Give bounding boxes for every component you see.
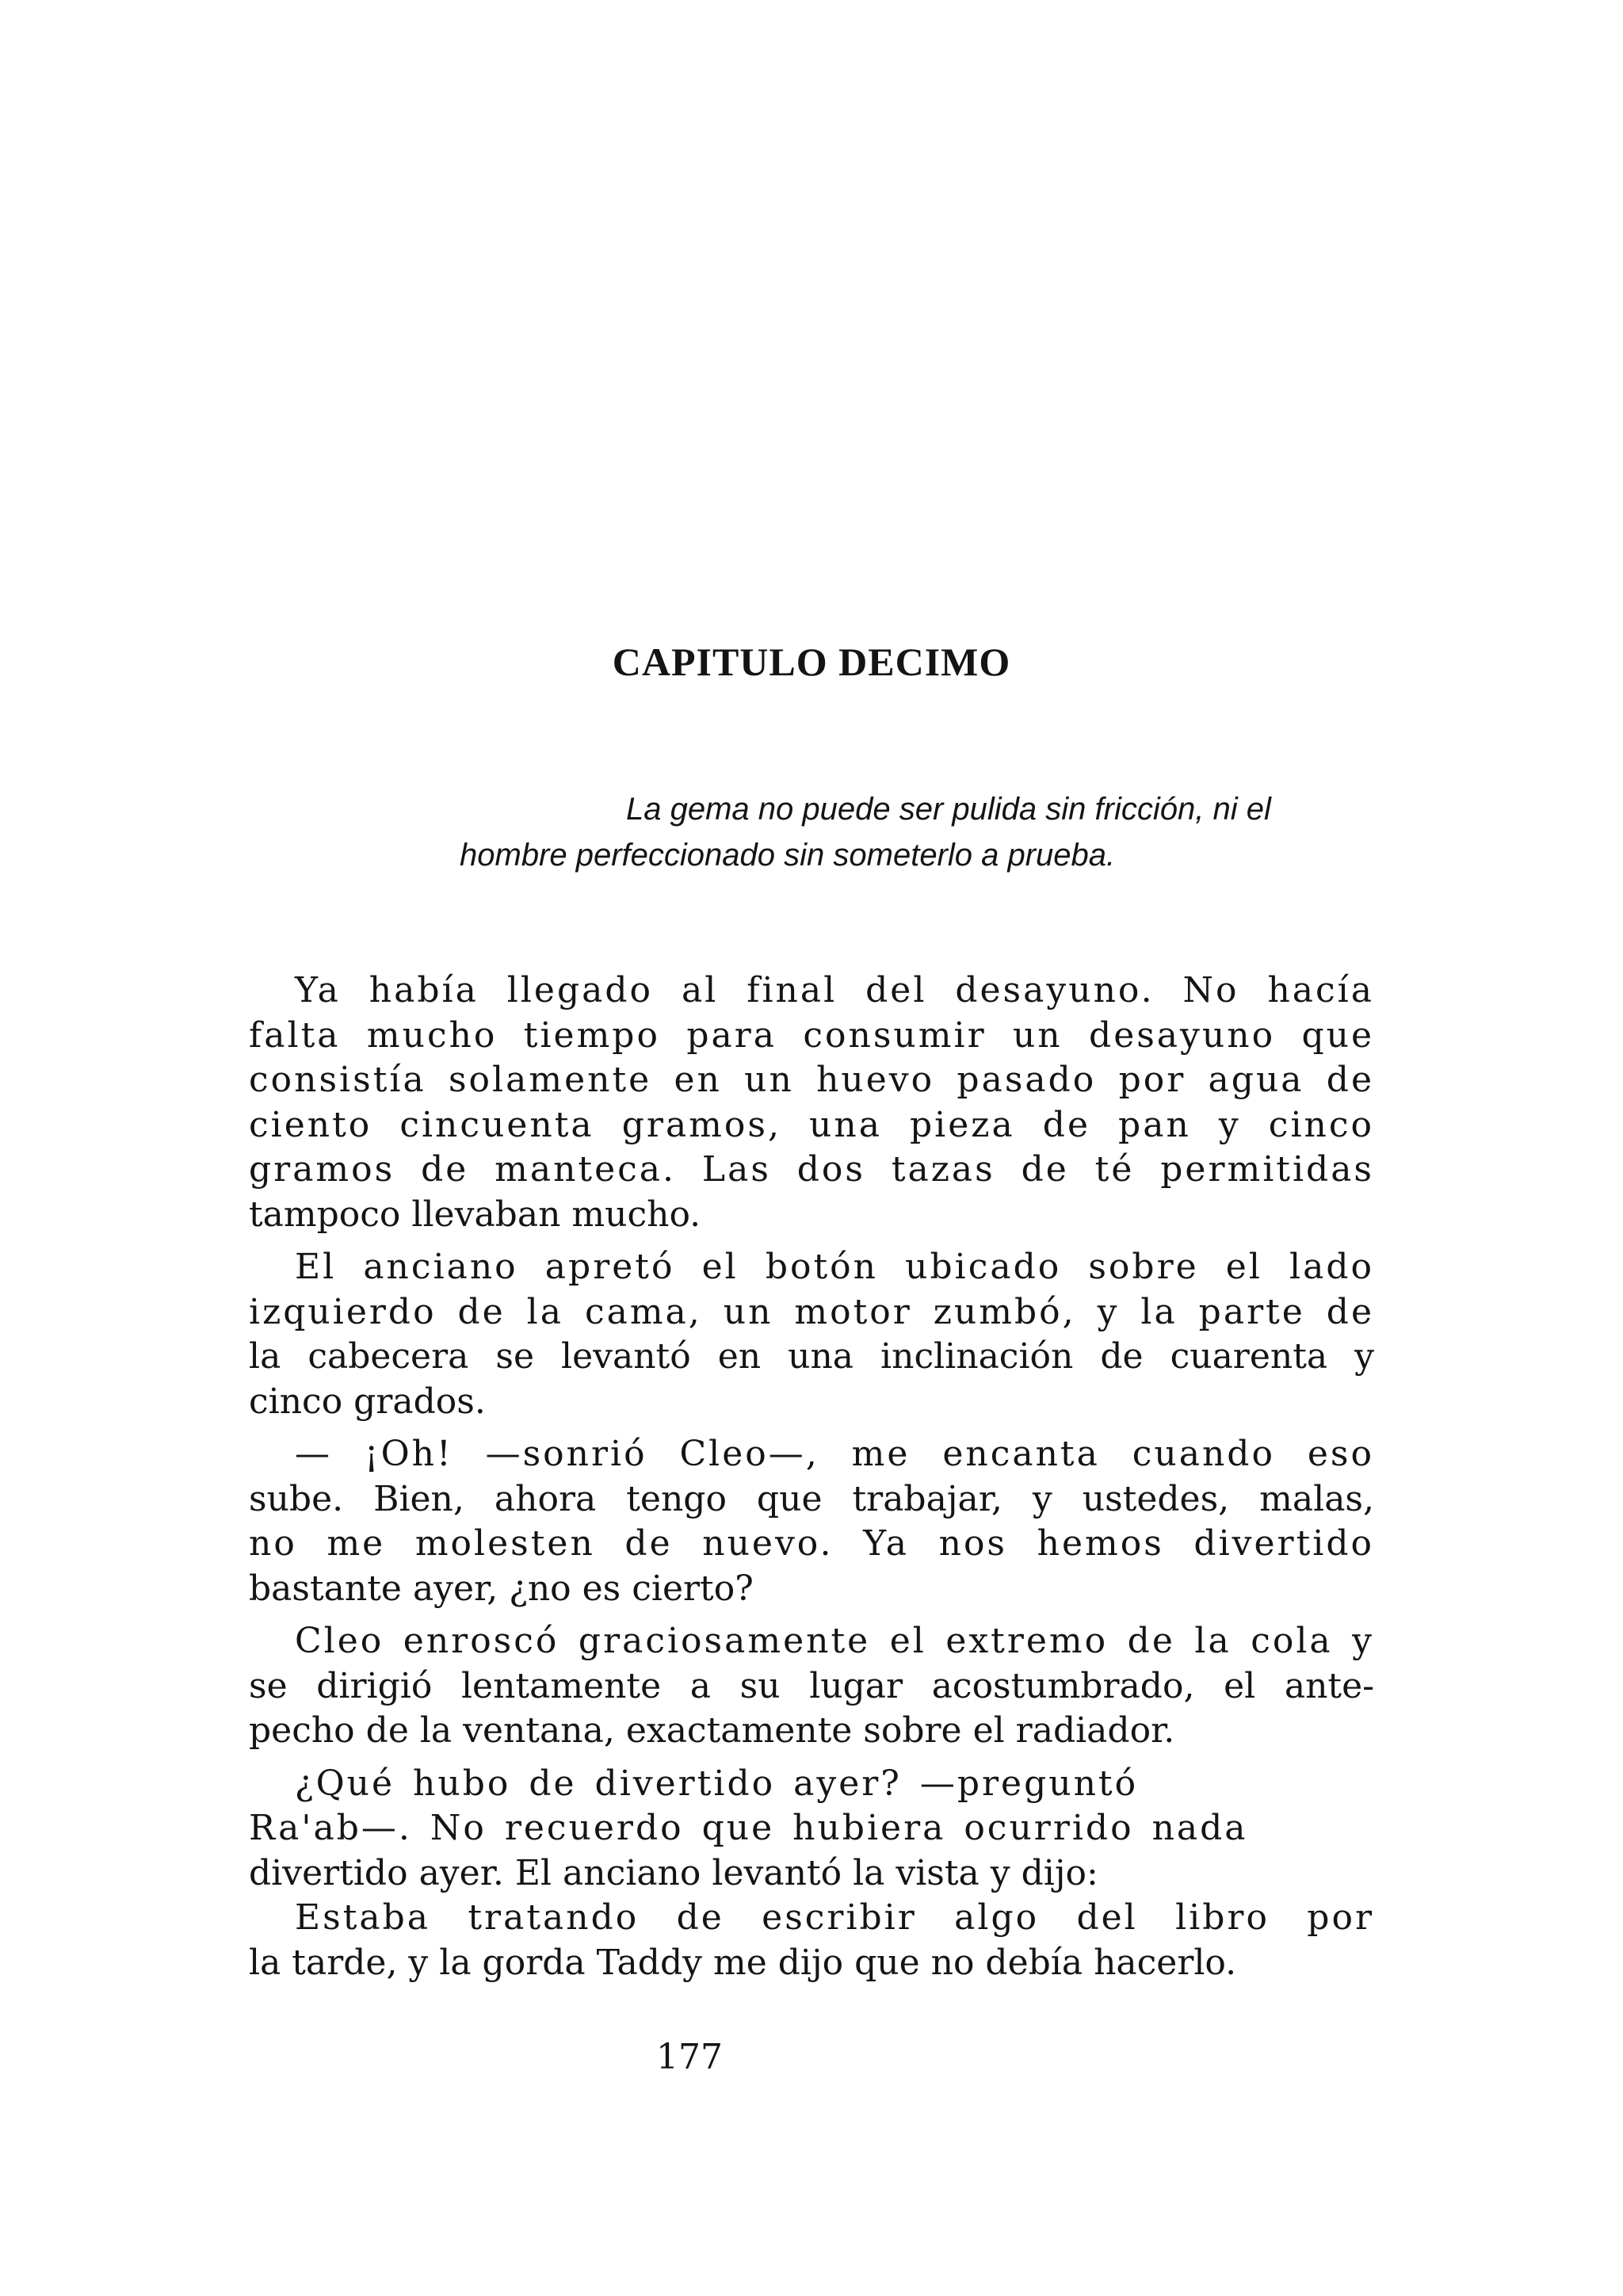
text-line: la tarde, y la gorda Taddy me dijo que no debía hacerlo. [249,1942,1237,1983]
text-line: Ya había llegado al final del desayuno. No hacía [295,970,1374,1010]
epigraph [460,786,1363,878]
text-line: gramos de manteca. Las dos tazas de té permitidas [249,1149,1374,1190]
text-line: El anciano apretó el botón ubicado sobre el lado [295,1247,1374,1287]
paragraph [249,1245,1374,1424]
body-text [249,968,1374,1993]
text-line: — ¡Oh! —sonrió Cleo—, me encanta cuando eso [295,1434,1374,1474]
paragraph [249,1619,1374,1754]
page-number: 177 [656,2037,723,2077]
text-line: Ra'ab—. No recuerdo que hubiera ocurrido nada [249,1808,1248,1848]
text-line: se dirigió lentamente a su lugar acostumbrado, el ante- [249,1665,1374,1706]
text-line: ¿Qué hubo de divertido ayer? —preguntó [295,1763,1139,1804]
text-line: izquierdo de la cama, un motor zumbó, y la parte de [249,1291,1374,1332]
text-line: no me molesten de nuevo. Ya nos hemos divertido [249,1523,1374,1564]
text-line: tampoco llevaban mucho. [249,1194,701,1235]
text-line: la cabecera se levantó en una inclinación de cuarenta y [249,1336,1374,1377]
text-line: falta mucho tiempo para consumir un desayuno que [249,1014,1374,1056]
paragraph [249,968,1374,1237]
chapter-title: CAPITULO DECIMO [612,640,1011,684]
text-line: Estaba tratando de escribir algo del libro por [295,1897,1374,1938]
text-line: pecho de la ventana, exactamente sobre el radiador. [249,1710,1175,1751]
epigraph-line: hombre perfeccionado sin someterlo a prueba. [460,838,1116,873]
text-line: Cleo enroscó graciosamente el extremo de la cola y [295,1621,1374,1661]
paragraph [249,1432,1374,1611]
text-line: ciento cincuenta gramos, una pieza de pan y cinco [249,1104,1374,1145]
text-line: consistía solamente en un huevo pasado por agua de [249,1060,1374,1100]
text-line: sube. Bien, ahora tengo que trabajar, y ustedes, malas, [249,1478,1374,1519]
text-line: divertido ayer. El anciano levantó la vista y dijo: [249,1852,1098,1893]
text-line: cinco grados. [249,1381,486,1422]
paragraph [249,1762,1374,1986]
epigraph-line: La gema no puede ser pulida sin fricción, ni el [626,792,1271,827]
text-line: bastante ayer, ¿no es cierto? [249,1568,754,1609]
